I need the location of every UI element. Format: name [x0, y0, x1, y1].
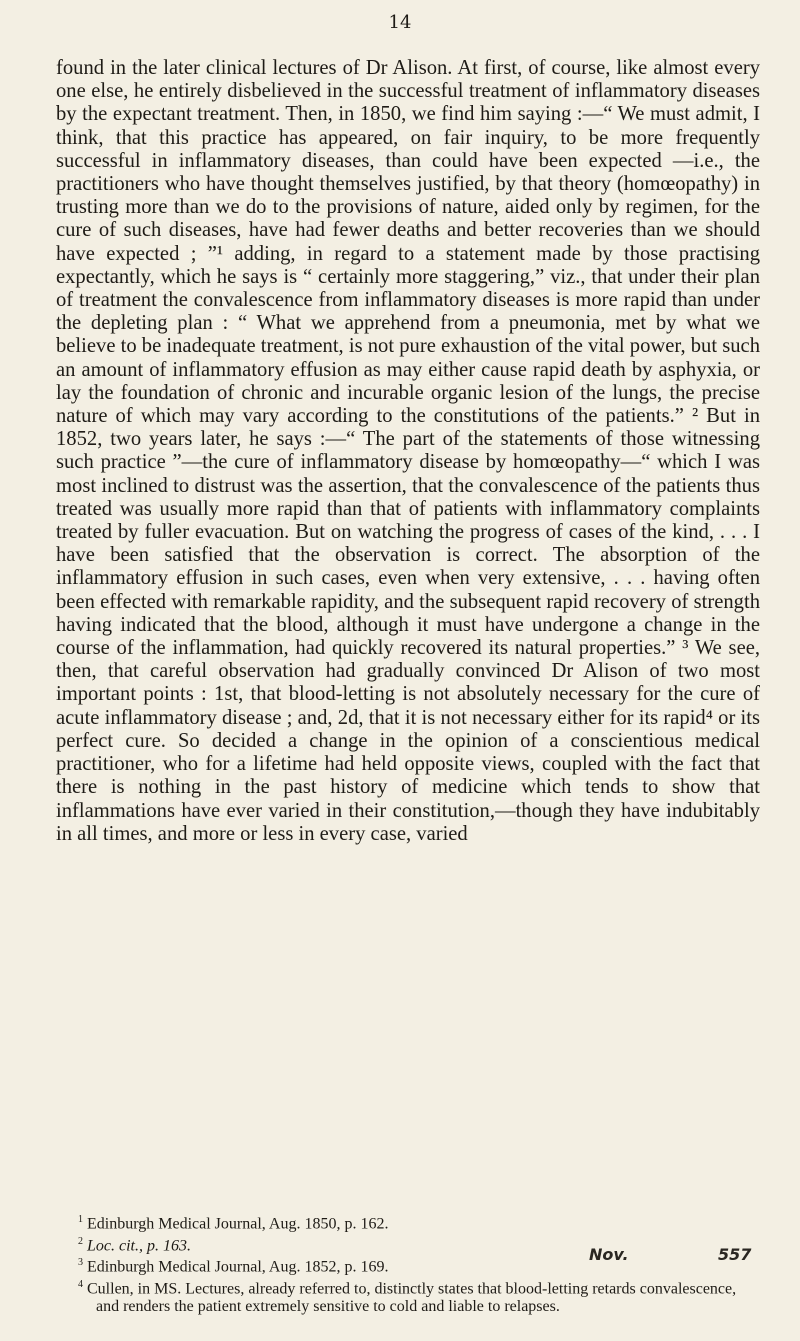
handwritten-note-2: 557 — [718, 1245, 752, 1264]
body-paragraph: found in the later clinical lectures of Dr Alison. At first, of course, like almost every one else, he entirely disbelieved in the successful treatment of inflammatory diseases by the expectant treatment. Then, in 1850, we find him saying :—“ We must admit, I think, that this practice has appeared, on fair inquiry, to be more frequently successful in inflammatory diseases, than could have been expected —i.e., the practitioners who have thought themselves justified, by that theory (homœopathy) in trusting more than we do to the provisions of nature, aided only by regimen, for the cure of such diseases, have had fewer deaths and better recoveries than we should have expected ; ”¹ adding, in regard to a statement made by those practising expectantly, which he says is “ certainly more staggering,” viz., that under their plan of treatment the convalescence from inflammatory diseases is more rapid than under the depleting plan : “ What we apprehend from a pneumonia, met by what we believe to be inadequate treatment, is not pure exhaustion of the vital power, but such an amount of inflammatory effusion as may either cause rapid death by asphyxia, or lay the foundation of chronic and incurable organic lesion of the lungs, the precise nature of which may vary according to the constitutions of the patients.” ² But in 1852, two years later, he says :—“ The part of the statements of those witnessing such practice ”—the cure of inflammatory disease by homœopathy—“ which I was most inclined to distrust was the assertion, that the convalescence of the patients thus treated was usually more rapid than that of patients with inflammatory complaints treated by fuller evacuation. But on watching the progress of cases of the kind, . . . I have been satisfied that the observation is correct. The absorption of the inflammatory effusion in such cases, even when very extensive, . . . having often been effected with remarkable rapidity, and the subsequent rapid recovery of strength having indicated that the blood, although it must have undergone a change in the course of the inflammation, had quickly recovered its natural properties.” ³ We see, then, that careful observation had gradually convinced Dr Alison of two most important points : 1st, that blood-letting is not absolutely necessary for the cure of acute inflammatory disease ; and, 2d, that it is not necessary either for its rapid⁴ or its perfect cure. So decided a change in the opinion of a conscientious medical practitioner, who for a lifetime had held opposite views, coupled with the fact that there is nothing in the past history of medicine which tends to show that inflammations have ever varied in their constitution,—though they have indubitably in all times, and more or less in every case, varied — [56, 57, 760, 845]
footnote-3 — [78, 1254, 761, 1276]
footnote-mark: 4 — [78, 1278, 83, 1290]
footnote-mark: 3 — [78, 1257, 83, 1269]
footnotes — [78, 1211, 761, 1315]
footnote-4 — [78, 1276, 761, 1315]
footnote-mark: 1 — [78, 1214, 83, 1225]
footnote-1 — [78, 1211, 761, 1233]
footnote-mark: 2 — [78, 1235, 83, 1247]
footnote-text: Edinburgh Medical Journal, Aug. 1852, p. 169. — [87, 1258, 389, 1276]
footnote-text: Edinburgh Medical Journal, Aug. 1850, p. 162. — [87, 1215, 389, 1233]
handwritten-note-1: Nov. — [589, 1245, 629, 1264]
footnote-2 — [78, 1233, 761, 1255]
footnote-text: Loc. cit., p. 163. — [87, 1236, 191, 1254]
footnote-text: Cullen, in MS. Lectures, already referred to, distinctly states that blood-letting retards convalescence, and renders the patient extremely sensitive to cold and liable to relapses. — [87, 1280, 737, 1315]
page-number: 14 — [388, 12, 412, 33]
